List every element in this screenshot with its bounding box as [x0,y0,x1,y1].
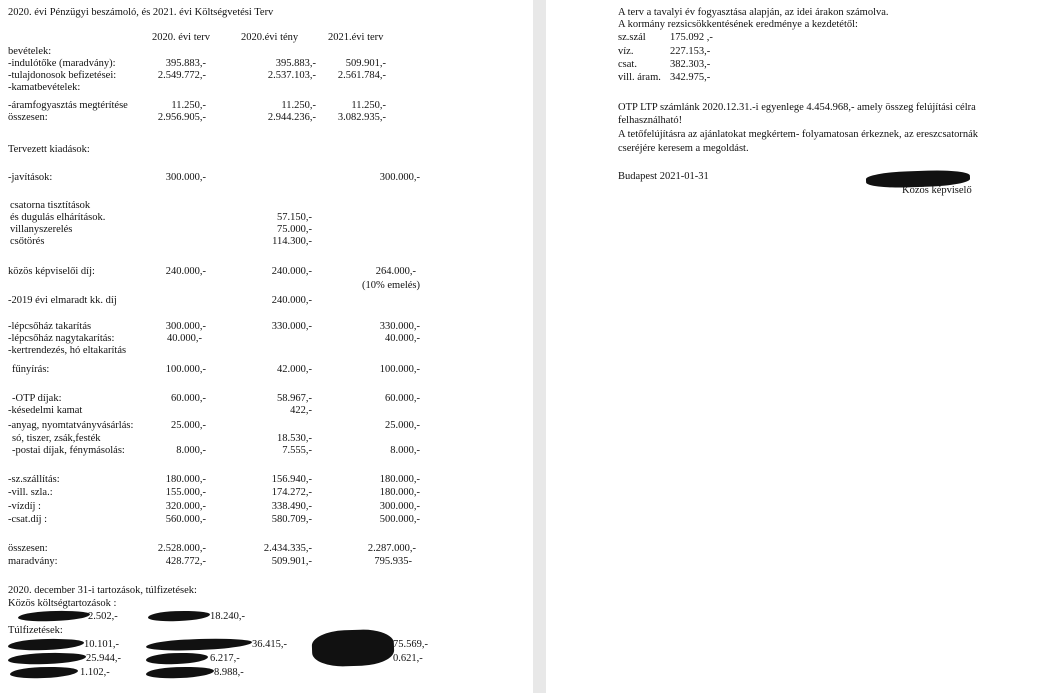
intro-line: A terv a tavalyi év fogyasztása alapján, az idei árakon számolva. [618,7,889,18]
income-row-c2: 395.883,- [275,58,316,69]
overpay-value: 36.415,- [252,639,287,650]
debt-value: 18.240,- [210,611,245,622]
income-row-c3: 509.901,- [345,58,386,69]
misc-row-c1: 25.000,- [171,420,206,431]
income-row-label: -áramfogyasztás megtérítése [8,100,128,111]
repair-item-c2: 75.000,- [277,224,312,235]
repair-item-label: és dugulás elhárítások. [10,212,106,223]
saving-label: vill. áram. [618,72,661,83]
utility-row-c2: 338.490,- [271,501,312,512]
utility-row-c2: 580.709,- [271,514,312,525]
utility-row-c1: 180.000,- [165,474,206,485]
saving-label: sz.szál [618,32,646,43]
cleaning-row-label: fűnyírás: [12,364,50,375]
redaction [311,629,394,668]
overpay-value: 10.101,- [84,639,119,650]
rep-fee-note: (10% emelés) [362,280,421,291]
saving-value: 382.303,- [670,59,711,70]
redaction [146,666,214,679]
cleaning-row-c2: 42.000,- [277,364,312,375]
repair-item-c2: 57.150,- [277,212,312,223]
utility-row-label: -csat.díj : [8,514,48,525]
cleaning-row-label: -lépcsőház nagytakarítás: [8,333,115,344]
repairs-c1: 300.000,- [165,172,206,183]
overpay-value: 25.944,- [86,653,121,664]
cleaning-row-c3: 40.000,- [385,333,420,344]
repair-item-c2: 114.300,- [272,236,312,247]
utility-row-c3: 180.000,- [379,487,420,498]
redaction [148,610,210,622]
income-total-c2: 2.944.236,- [267,112,316,123]
col-header-2020-actual: 2020.évi tény [241,32,299,43]
col-header-2020-plan: 2020. évi terv [152,32,211,43]
cleaning-row-label: -kertrendezés, hó eltakarítás [8,345,127,356]
utility-row-label: -vill. szla.: [8,487,53,498]
misc-row-c1: 60.000,- [171,393,206,404]
utility-row-label: -vízdíj : [8,501,41,512]
expense-total-c1: 2.528.000,- [157,543,206,554]
cleaning-row-c1: 100.000,- [165,364,206,375]
signature-label: Közös képviselő [902,185,972,196]
overpay-value: 75.569,- [393,639,428,650]
misc-row-label: -anyag, nyomtatványvásárlás: [8,420,134,431]
debts-label: Közös költségtartozások : [8,598,117,609]
overpay-value: 6.217,- [210,653,240,664]
cleaning-row-c1: 40.000,- [167,333,202,344]
misc-row-label: -OTP díjak: [12,393,62,404]
intro-line: A kormány rezsicsökkentésének eredménye a kezdetétől: [618,19,858,30]
repair-item-label: csatorna tisztítások [10,200,91,211]
redaction [8,652,86,666]
saving-label: víz. [618,46,634,57]
income-row-c3: 11.250,- [351,100,386,111]
income-total-c1: 2.956.905,- [157,112,206,123]
rep-fee-label: közös képviselői díj: [8,266,95,277]
redaction [10,666,78,679]
utility-row-c2: 174.272,- [271,487,312,498]
overpay-value: 8.988,- [214,667,244,678]
repair-item-label: villanyszerelés [10,224,73,235]
income-total-label: összesen: [8,112,48,123]
misc-row-label: só, tiszer, zsák,festék [12,433,101,444]
income-row-c1: 395.883,- [165,58,206,69]
missed-fee-label: -2019 évi elmaradt kk. díj [8,295,117,306]
income-row-c3: 2.561.784,- [337,70,386,81]
saving-value: 175.092 ,- [670,32,713,43]
misc-row-c3: 8.000,- [390,445,420,456]
debts-title: 2020. december 31-i tartozások, túlfizetések: [8,585,197,596]
cleaning-row-c2: 330.000,- [271,321,312,332]
income-row-c2: 2.537.103,- [267,70,316,81]
redaction [146,637,252,652]
income-heading: bevételek: [8,46,52,57]
repairs-c3: 300.000,- [379,172,420,183]
income-total-c3: 3.082.935,- [337,112,386,123]
remainder-c3: 795.935- [374,556,412,567]
utility-row-c3: 300.000,- [379,501,420,512]
misc-row-label: -késedelmi kamat [8,405,83,416]
redaction [8,638,84,652]
otp-line: felhasználható! [618,115,683,126]
remainder-label: maradvány: [8,556,58,567]
income-row-c1: 2.549.772,- [157,70,206,81]
otp-line: A tetőfelújításra az ajánlatokat megkértem- folyamatosan érkeznek, az ereszcsatornák [618,129,979,140]
saving-label: csat. [618,59,637,70]
overpay-label: Túlfizetések: [8,625,63,636]
remainder-c2: 509.901,- [271,556,312,567]
col-header-2021-plan: 2021.évi terv [328,32,384,43]
overpay-value: 0.621,- [393,653,423,664]
cleaning-row-c1: 300.000,- [165,321,206,332]
utility-row-c1: 320.000,- [165,501,206,512]
income-row-label: -kamatbevételek: [8,82,81,93]
utility-row-c1: 155.000,- [165,487,206,498]
rep-fee-c2: 240.000,- [271,266,312,277]
utility-row-label: -sz.szállítás: [8,474,60,485]
rep-fee-c1: 240.000,- [165,266,206,277]
otp-line: OTP LTP számlánk 2020.12.31.-i egyenlege 4.454.968,- amely összeg felújítási célra [618,102,976,113]
income-row-c1: 11.250,- [171,100,206,111]
missed-fee-c2: 240.000,- [271,295,312,306]
cleaning-row-c3: 330.000,- [379,321,420,332]
misc-row-c3: 25.000,- [385,420,420,431]
expense-total-c2: 2.434.335,- [263,543,312,554]
report-title: 2020. évi Pénzügyi beszámoló, és 2021. évi Költségvetési Terv [8,7,274,18]
cleaning-row-c3: 100.000,- [379,364,420,375]
repairs-label: -javítások: [8,172,53,183]
income-row-label: -tulajdonosok befizetései: [8,70,117,81]
debt-value: 2.502,- [88,611,118,622]
cleaning-row-label: -lépcsőház takarítás [8,321,92,332]
utility-row-c3: 500.000,- [379,514,420,525]
misc-row-c3: 60.000,- [385,393,420,404]
misc-row-c1: 8.000,- [176,445,206,456]
repair-item-label: csőtörés [10,236,45,247]
utility-row-c2: 156.940,- [271,474,312,485]
misc-row-c2: 18.530,- [277,433,312,444]
misc-row-label: -postai díjak, fénymásolás: [12,445,125,456]
misc-row-c2: 422,- [290,405,312,416]
redaction [18,610,90,623]
right-page [546,0,1053,693]
utility-row-c3: 180.000,- [379,474,420,485]
misc-row-c2: 7.555,- [282,445,312,456]
saving-value: 342.975,- [670,72,711,83]
utility-row-c1: 560.000,- [165,514,206,525]
income-row-c2: 11.250,- [281,100,316,111]
redaction [146,652,208,665]
expense-total-label: összesen: [8,543,48,554]
saving-value: 227.153,- [670,46,711,57]
rep-fee-c3: 264.000,- [375,266,416,277]
place-date: Budapest 2021-01-31 [618,171,709,182]
expense-total-c3: 2.287.000,- [367,543,416,554]
overpay-value: 1.102,- [80,667,110,678]
misc-row-c2: 58.967,- [277,393,312,404]
expenses-heading: Tervezett kiadások: [8,144,90,155]
income-row-label: -indulótőke (maradvány): [8,58,116,69]
otp-line: cseréjére keresem a megoldást. [618,143,749,154]
remainder-c1: 428.772,- [165,556,206,567]
